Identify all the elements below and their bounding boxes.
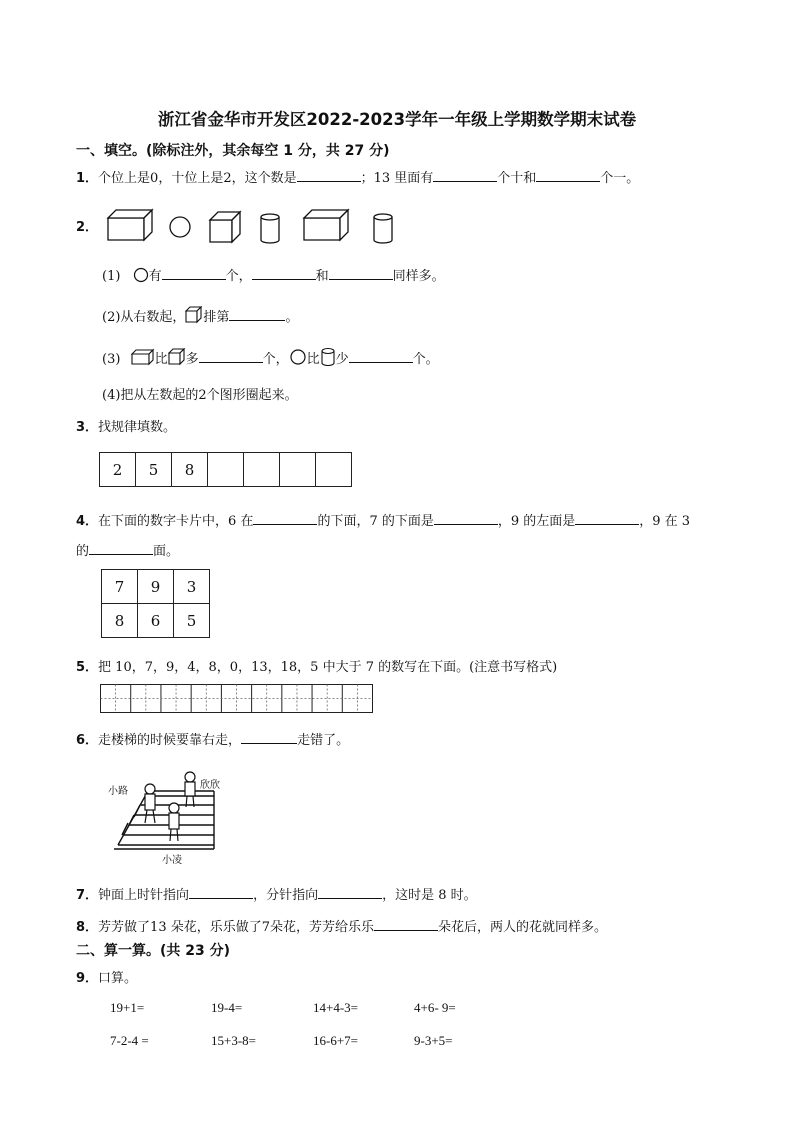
shapes-row [104,206,404,246]
calc-item: 14+4-3= [313,1000,358,1015]
question-number: 1． [76,171,99,186]
q4-text-f: 面。 [153,544,180,559]
calc-item: 15+3-8= [211,1033,256,1048]
calc-item: 19+1= [110,1000,145,1015]
q3-text: 找规律填数。 [98,420,177,435]
calc-item: 19-4= [211,1000,243,1015]
calc-item: 7-2-4 = [110,1033,149,1048]
answer-blank[interactable] [434,512,498,525]
section-2-heading: 二、算一算。(共 23 分) [76,943,231,959]
sequence-cell[interactable] [316,453,352,487]
q1-text-c: 个十和 [497,171,537,186]
stairs-illustration [104,765,244,865]
q2s3-text-d: 比 [306,352,320,367]
q7-text-c: ，这时是 8 时。 [382,888,477,903]
cube-icon [168,348,186,366]
sequence-cell[interactable] [208,453,244,487]
q2s3-text-a: 比 [154,352,168,367]
question-2-part-4: (4)把从左数起的2个图形圈起来。 [102,388,298,403]
answer-blank[interactable] [374,918,438,931]
section-1-heading: 一、填空。(除标注外，其余每空 1 分，共 27 分) [76,143,390,159]
q6-text-b: 走错了。 [297,733,350,748]
name-label-right: 欣欣 [200,780,220,791]
number-card: 6 [138,604,174,638]
q4-text-d: ，9 在 3 [639,514,691,529]
answer-blank[interactable] [89,542,153,555]
cuboid-icon [304,210,348,240]
q2s3-text-f: 个。 [412,352,439,367]
stairs-picture [104,765,244,865]
name-label-left: 小路 [108,786,128,797]
question-2-part-2 [102,306,298,325]
question-4-line-1 [76,510,690,529]
number-card: 8 [102,604,138,638]
cuboid-icon [131,348,155,366]
q1-text-d: 个一。 [600,171,640,186]
calc-item: 16-6+7= [313,1033,358,1048]
question-number: 5． [76,660,99,675]
q2s2-text-a: 排第 [203,310,230,325]
question-number: 8． [76,920,99,935]
cylinder-icon [320,347,336,367]
calc-item: 4+6- 9= [414,1000,456,1015]
sphere-icon [133,267,149,283]
number-card: 9 [138,570,174,604]
answer-blank[interactable] [241,731,297,744]
sphere-icon [289,348,307,366]
answer-blank[interactable] [433,169,497,182]
child-left [145,784,155,823]
q7-text-a: 钟面上时针指向 [98,888,190,903]
q7-text-b: ，分针指向 [253,888,319,903]
cylinder-icon [374,214,392,243]
q2s3-text-c: 个， [262,352,289,367]
sequence-cell[interactable] [280,453,316,487]
answer-blank[interactable] [329,267,393,280]
q4-text-b: 的下面，7 的下面是 [317,514,434,529]
child-right [185,772,195,807]
number-card: 3 [174,570,210,604]
writing-grid[interactable] [100,684,375,714]
calc-item: 9-3+5= [414,1033,453,1048]
q4-text-e: 的 [76,544,90,559]
answer-blank[interactable] [297,169,361,182]
q1-text-a: 个位上是0，十位上是2，这个数是 [98,171,297,186]
q6-text-a: 走楼梯的时候要靠右走， [98,733,242,748]
answer-blank[interactable] [229,308,285,321]
q9-text: 口算。 [98,971,138,986]
question-number: 7． [76,888,99,903]
q2s3-text-e: 少 [335,352,349,367]
name-label-bottom: 小凌 [162,855,182,866]
q4-text-a: 在下面的数字卡片中，6 在 [98,514,254,529]
question-7 [76,884,477,903]
question-4-line-2 [76,540,179,559]
question-number: 3． [76,420,99,435]
q2s3-text-b: 多 [185,352,199,367]
question-number: 4． [76,514,99,529]
question-9 [76,967,137,986]
q5-text: 把 10，7，9，4，8，0，13，18，5 中大于 7 的数写在下面。(注意书写格式) [98,660,558,675]
sequence-cell[interactable] [244,453,280,487]
question-number: 9． [76,971,99,986]
number-card-grid [101,569,210,638]
q2s1-text-b: 个， [225,269,252,284]
answer-blank[interactable] [189,886,253,899]
q2s1-text-c: 和 [315,269,329,284]
cuboid-icon [108,210,152,240]
answer-blank[interactable] [349,350,413,363]
question-number: 2． [76,220,99,235]
question-6 [76,729,349,748]
q2s1-text-a: 有 [148,269,162,284]
question-2-part-3 [102,347,439,367]
answer-blank[interactable] [252,267,316,280]
answer-blank[interactable] [318,886,382,899]
answer-blank[interactable] [162,267,226,280]
sub-label: (2)从右数起， [102,310,186,325]
number-card: 7 [102,570,138,604]
question-3 [76,416,176,435]
answer-blank[interactable] [199,350,263,363]
q4-text-c: ，9 的左面是 [497,514,576,529]
answer-blank[interactable] [575,512,639,525]
sequence-cell: 5 [136,453,172,487]
sequence-table [99,452,352,487]
answer-blank[interactable] [536,169,600,182]
page-title: 浙江省金华市开发区2022-2023学年一年级上学期数学期末试卷 [157,110,637,129]
sub-label: (1) [102,269,121,284]
q1-text-b: ；13 里面有 [360,171,434,186]
q2s2-text-b: 。 [285,310,299,325]
cube-icon [210,212,240,242]
question-5 [76,656,557,675]
q8-text-a: 芳芳做了13 朵花，乐乐做了7朵花，芳芳给乐乐 [98,920,374,935]
q8-text-b: 朵花后，两人的花就同样多。 [438,920,608,935]
question-2-part-1 [102,265,445,284]
question-number: 6． [76,733,99,748]
cube-icon [185,306,203,324]
answer-blank[interactable] [253,512,317,525]
q2s1-text-d: 同样多。 [392,269,445,284]
question-8 [76,916,607,935]
sequence-cell: 8 [172,453,208,487]
sequence-cell: 2 [100,453,136,487]
number-card: 5 [174,604,210,638]
cylinder-icon [261,214,279,243]
sphere-icon [170,217,190,237]
question-1 [76,167,639,186]
sub-label: (3) [102,352,121,367]
